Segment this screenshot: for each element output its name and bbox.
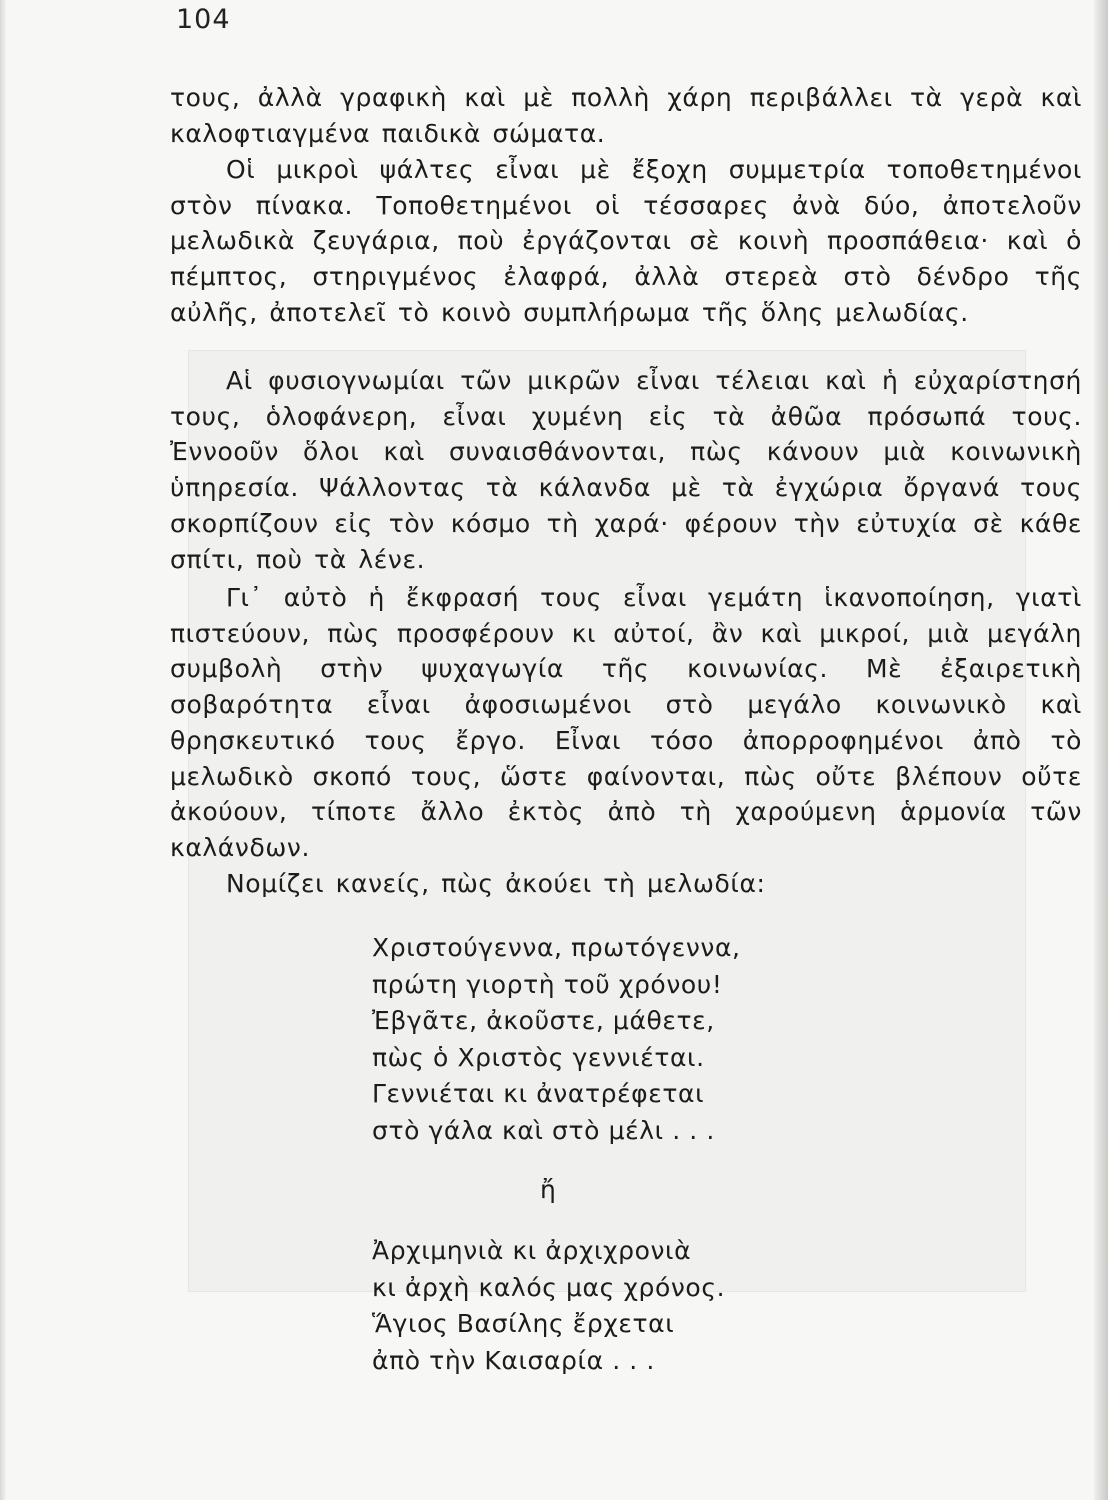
poem-christmas-carol <box>372 930 741 1149</box>
poem-line: κι ἀρχὴ καλός μας χρόνος. <box>372 1272 726 1302</box>
poem-line: ἀπὸ τὴν Καισαρία . . . <box>372 1345 655 1375</box>
paragraph-3: Αἱ φυσιογνωμίαι τῶν μικρῶν εἶναι τέλειαι καὶ ἡ εὐχαρίστησή τους, ὁλοφάνερη, εἶναι χυμένη εἰς τὰ ἀθῶα πρόσωπά τους. Ἐννοοῦν ὅλοι καὶ συναισθάνονται, πὼς κάνουν μιὰ κοινωνικὴ ὑπηρεσία. Ψάλλοντας τὰ κάλανδα μὲ τὰ ἐγχώρια ὄργανά τους σκορπίζουν εἰς τὸν κόσμο τὴ χαρά· φέρουν τὴν εὐτυχία σὲ κάθε σπίτι, ποὺ τὰ λένε. <box>170 366 1082 574</box>
poem-line: Ἀρχιμηνιὰ κι ἀρχιχρονιὰ <box>372 1236 692 1265</box>
poem-line: πρώτη γιορτὴ τοῦ χρόνου! <box>372 969 723 999</box>
page-gutter-shadow <box>0 0 6 1500</box>
paragraph-1: τους, ἀλλὰ γραφικὴ καὶ μὲ πολλὴ χάρη περιβάλλει τὰ γερὰ καὶ καλοφτιαγμένα παιδικὰ σώματα. <box>170 83 1082 148</box>
page-edge-shadow <box>1094 0 1108 1500</box>
page-number: 104 <box>176 4 231 35</box>
poem-line: στὸ γάλα καὶ στὸ μέλι . . . <box>372 1115 715 1145</box>
poem-line: Ἐβγᾶτε, ἀκοῦστε, μάθετε, <box>372 1006 715 1035</box>
paragraph-5: Νομίζει κανείς, πὼς ἀκούει τὴ μελωδία: <box>226 869 766 898</box>
poem-line: Γεννιέται κι ἀνατρέφεται <box>372 1079 705 1108</box>
poem-new-year-carol <box>372 1233 725 1379</box>
paragraph-2: Οἱ μικροὶ ψάλτες εἶναι μὲ ἔξοχη συμμετρία τοποθετημένοι στὸν πίνακα. Τοποθετημένοι οἱ τέσσαρες ἀνὰ δύο, ἀποτελοῦν μελωδικὰ ζευγάρια, ποὺ ἐργάζονται σὲ κοινὴ προσπάθεια· καὶ ὁ πέμπτος, στηριγμένος ἐλαφρά, ἀλλὰ στερεὰ στὸ δένδρο τῆς αὐλῆς, ἀποτελεῖ τὸ κοινὸ συμπλήρωμα τῆς ὅλης μελωδίας. <box>170 155 1082 327</box>
poem-separator: ἤ <box>540 1175 556 1204</box>
poem-line: πὼς ὁ Χριστὸς γεννιέται. <box>372 1042 705 1072</box>
poem-line: Ἅγιος Βασίλης ἔρχεται <box>372 1309 675 1338</box>
paragraph-4: Γι᾿ αὐτὸ ἡ ἔκφρασή τους εἶναι γεμάτη ἱκανοποίηση, γιατὶ πιστεύουν, πὼς προσφέρουν κι αὐτοί, ἂν καὶ μικροί, μιὰ μεγάλη συμβολὴ στὴν ψυχαγωγία τῆς κοινωνίας. Μὲ ἐξαιρετικὴ σοβαρότητα εἶναι ἀφοσιωμένοι στὸ μεγάλο κοινωνικὸ καὶ θρησκευτικό τους ἔργο. Εἶναι τόσο ἀπορροφημένοι ἀπὸ τὸ μελωδικὸ σκοπό τους, ὥστε φαίνονται, πὼς οὔτε βλέπουν οὔτε ἀκούουν, τίποτε ἄλλο ἐκτὸς ἀπὸ τὴ χαρούμενη ἁρμονία τῶν καλάνδων. <box>170 583 1082 862</box>
poem-line: Χριστούγεννα, πρωτόγεννα, <box>372 933 741 962</box>
